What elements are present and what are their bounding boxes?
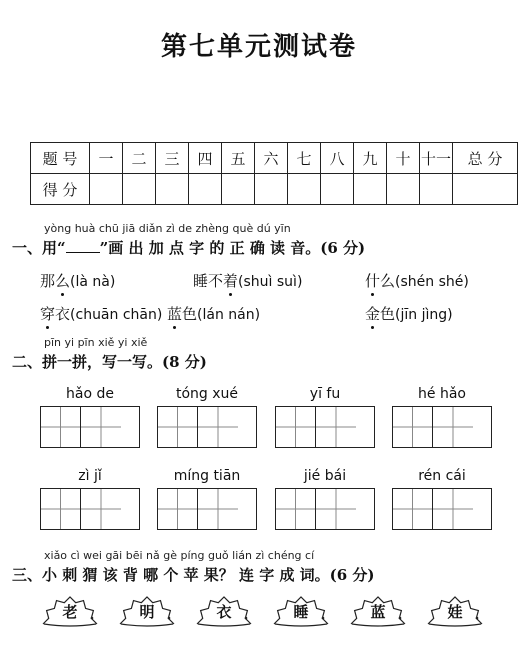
pronunciation-item — [40, 303, 162, 324]
underline-blank — [66, 240, 100, 253]
pronunciation-item — [193, 270, 302, 291]
pronunciation-word: 什么 — [365, 272, 396, 290]
hedgehog-character: 衣 — [216, 603, 232, 621]
pronunciation-word: 那么 — [40, 272, 71, 290]
score-input-cell[interactable] — [288, 174, 321, 205]
score-header-cell: 四 — [189, 143, 222, 174]
pinyin-write-item — [157, 468, 257, 530]
score-input-cell[interactable] — [255, 174, 288, 205]
hedgehog-character: 蓝 — [370, 603, 386, 621]
writing-cell[interactable] — [276, 407, 316, 447]
pronunciation-options[interactable]: (shén shé) — [395, 274, 469, 290]
score-header-cell: 七 — [288, 143, 321, 174]
score-header-cell: 总 分 — [453, 143, 518, 174]
score-header-cell: 九 — [354, 143, 387, 174]
pinyin-label: hé hǎo — [418, 386, 466, 402]
writing-cell[interactable] — [433, 489, 473, 529]
section1-pinyin: yòng huà chū jiā diǎn zì de zhèng què dú yīn — [44, 222, 291, 235]
writing-cell[interactable] — [198, 407, 238, 447]
pronunciation-item — [365, 303, 453, 324]
score-header-cell: 五 — [222, 143, 255, 174]
score-input-cell[interactable] — [90, 174, 123, 205]
pinyin-write-item — [275, 386, 375, 448]
pronunciation-word: 蓝色 — [167, 305, 198, 323]
pronunciation-item — [365, 270, 469, 291]
pinyin-write-item — [392, 468, 492, 530]
pinyin-label: yī fu — [309, 386, 341, 402]
writing-grid — [157, 406, 257, 448]
writing-grid — [392, 488, 492, 530]
hedgehog-card[interactable] — [42, 592, 98, 628]
pinyin-write-item — [275, 468, 375, 530]
writing-cell[interactable] — [393, 489, 433, 529]
pinyin-write-item — [157, 386, 257, 448]
hedgehog-card[interactable] — [427, 592, 483, 628]
writing-cell[interactable] — [81, 407, 121, 447]
hedgehog-character: 睡 — [293, 603, 309, 621]
section3-pinyin: xiǎo cì wei gāi bēi nǎ gè píng guǒ lián zì chéng cí — [44, 549, 315, 562]
section1-heading-prefix: 一、用“ — [12, 239, 66, 257]
score-input-cell[interactable] — [156, 174, 189, 205]
hedgehog-card[interactable] — [350, 592, 406, 628]
writing-grid — [40, 406, 140, 448]
section2-heading: 二、拼一拼，写一写。(8 分) — [12, 353, 207, 371]
hedgehog-character: 明 — [139, 603, 155, 621]
writing-cell[interactable] — [316, 489, 356, 529]
score-header-cell: 八 — [321, 143, 354, 174]
score-input-cell[interactable] — [321, 174, 354, 205]
writing-cell[interactable] — [158, 489, 198, 529]
writing-cell[interactable] — [158, 407, 198, 447]
writing-grid — [275, 406, 375, 448]
pronunciation-options[interactable]: (lán nán) — [197, 307, 261, 323]
hedgehog-card[interactable] — [119, 592, 175, 628]
writing-cell[interactable] — [81, 489, 121, 529]
pronunciation-item — [167, 303, 260, 324]
pronunciation-word: 穿衣 — [40, 305, 71, 323]
score-input-cell[interactable] — [420, 174, 453, 205]
score-header-cell: 二 — [123, 143, 156, 174]
hedgehog-card[interactable] — [196, 592, 252, 628]
pronunciation-word: 金色 — [365, 305, 396, 323]
score-header-cell: 十 — [387, 143, 420, 174]
section1-heading — [12, 237, 365, 258]
writing-cell[interactable] — [276, 489, 316, 529]
page-title: 第七单元测试卷 — [160, 32, 357, 62]
writing-cell[interactable] — [41, 407, 81, 447]
pronunciation-options[interactable]: (jīn jìng) — [395, 307, 453, 323]
pinyin-label: zì jǐ — [78, 468, 102, 484]
score-label-score: 得 分 — [31, 174, 90, 205]
writing-grid — [157, 488, 257, 530]
pinyin-label: hǎo de — [66, 386, 114, 402]
hedgehog-card[interactable] — [273, 592, 329, 628]
score-header-cell: 十一 — [420, 143, 453, 174]
section3-heading: 三、小 刺 猬 该 背 哪 个 苹 果？ 连 字 成 词。(6 分) — [12, 566, 375, 584]
pinyin-label: rén cái — [418, 468, 466, 484]
pinyin-label: tóng xué — [175, 386, 239, 402]
pronunciation-options[interactable]: (shuì suì) — [238, 274, 303, 290]
pinyin-label: míng tiān — [173, 468, 241, 484]
pronunciation-options[interactable]: (là nà) — [70, 274, 116, 290]
writing-cell[interactable] — [433, 407, 473, 447]
score-input-cell[interactable] — [222, 174, 255, 205]
score-input-cell[interactable] — [189, 174, 222, 205]
section1-heading-suffix: ”画 出 加 点 字 的 正 确 读 音。(6 分) — [99, 239, 366, 257]
pronunciation-word: 睡不着 — [193, 272, 239, 290]
pinyin-write-item — [40, 386, 140, 448]
score-table-header-row — [31, 143, 518, 174]
writing-cell[interactable] — [198, 489, 238, 529]
pronunciation-item — [40, 270, 115, 291]
score-table — [30, 142, 518, 205]
hedgehog-character: 老 — [62, 603, 78, 621]
writing-grid — [275, 488, 375, 530]
pinyin-write-item — [392, 386, 492, 448]
score-input-cell[interactable] — [387, 174, 420, 205]
score-table-score-row — [31, 174, 518, 205]
pronunciation-options[interactable]: (chuān chān) — [70, 307, 163, 323]
pinyin-label: jié bái — [303, 468, 347, 484]
score-label-question-number: 题 号 — [31, 143, 90, 174]
score-input-cell[interactable] — [453, 174, 518, 205]
writing-grid — [40, 488, 140, 530]
score-header-cell: 六 — [255, 143, 288, 174]
writing-cell[interactable] — [393, 407, 433, 447]
score-header-cell: 一 — [90, 143, 123, 174]
writing-cell[interactable] — [316, 407, 356, 447]
score-input-cell[interactable] — [354, 174, 387, 205]
writing-grid — [392, 406, 492, 448]
section2-pinyin: pīn yi pīn xiě yi xiě — [44, 336, 148, 349]
pinyin-write-item — [40, 468, 140, 530]
writing-cell[interactable] — [41, 489, 81, 529]
score-header-cell: 三 — [156, 143, 189, 174]
score-input-cell[interactable] — [123, 174, 156, 205]
hedgehog-character: 娃 — [447, 603, 463, 621]
